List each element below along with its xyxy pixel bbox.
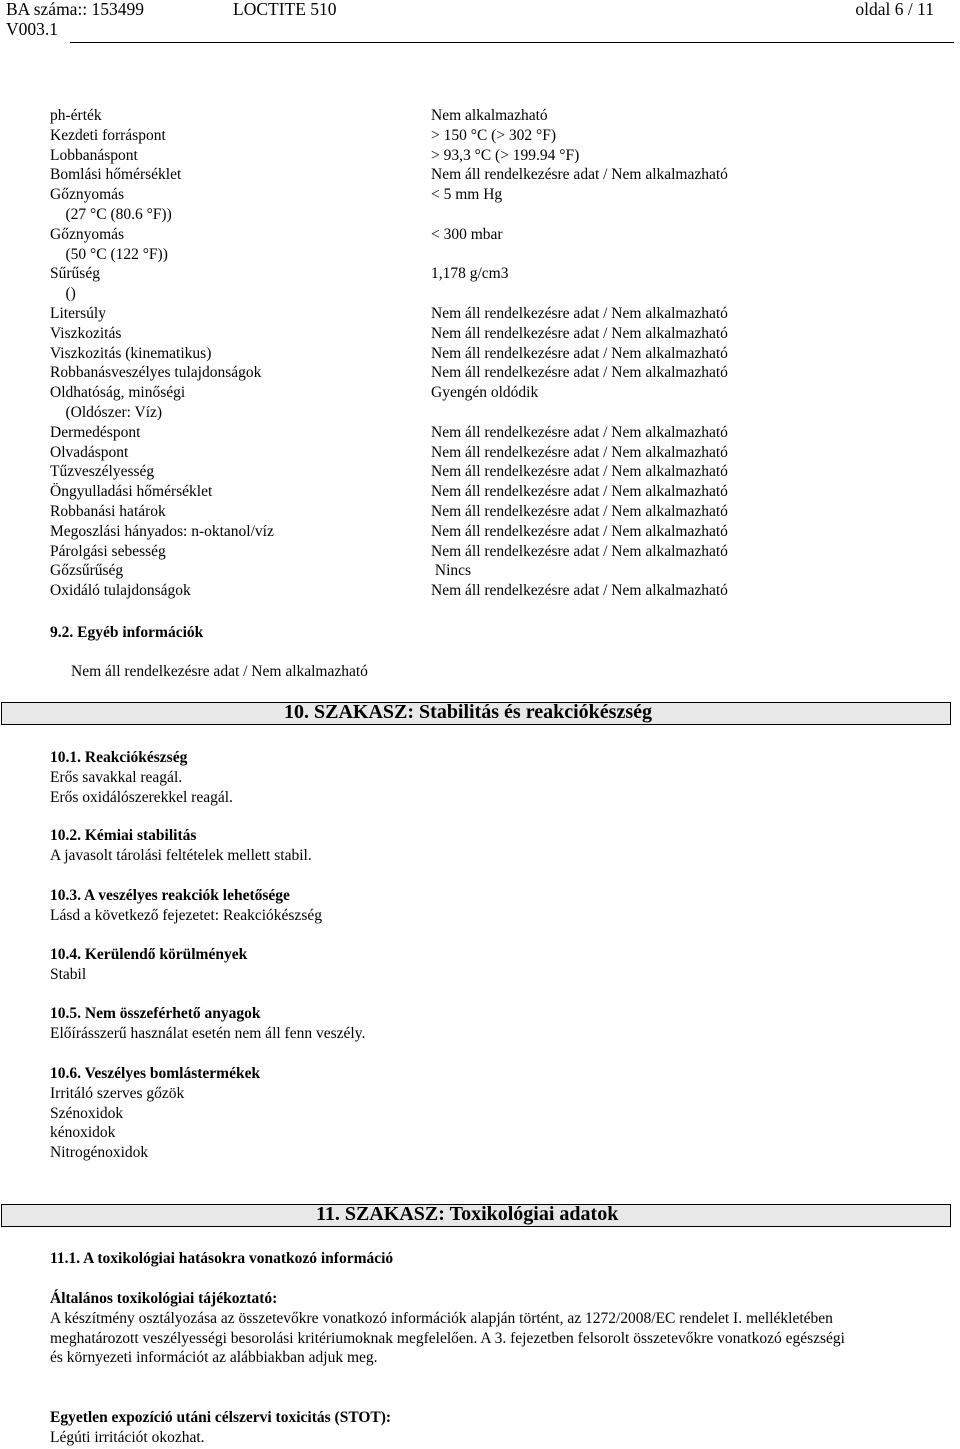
property-value: Nem áll rendelkezésre adat / Nem alkalmazható	[431, 542, 728, 560]
property-label: Sűrűség	[50, 265, 100, 283]
section-9-2-heading: 9.2. Egyéb információk	[50, 624, 204, 641]
property-label: ph-érték	[50, 107, 102, 124]
document-version: V003.1	[6, 19, 59, 39]
property-value: Nincs	[431, 562, 472, 580]
section-10-2	[50, 826, 312, 866]
property-value: Nem áll rendelkezésre adat / Nem alkalmazható	[431, 522, 728, 540]
property-row	[50, 264, 950, 284]
section-9-2-text: Nem áll rendelkezésre adat / Nem alkalmazható	[71, 663, 368, 680]
page-number: oldal 6 / 11	[855, 0, 934, 19]
section-11-1-heading: 11.1. A toxikológiai hatásokra vonatkozó információ	[50, 1250, 394, 1267]
general-tox-line: A készítmény osztályozása az összetevőkre vonatkozó információk alapján történt, az 1272/2008/EC rendelet I. mellékletében	[50, 1309, 833, 1327]
general-tox-line: és környezeti információt az alábbiakban adjuk meg.	[50, 1349, 378, 1367]
property-row	[50, 344, 950, 364]
property-row	[50, 185, 950, 205]
section-10-1	[50, 748, 233, 807]
section-10-bar	[1, 702, 951, 725]
property-row	[50, 106, 950, 126]
property-label: Robbanásveszélyes tulajdonságok	[50, 364, 262, 382]
property-label: Bomlási hőmérséklet	[50, 166, 182, 184]
property-value: Nem áll rendelkezésre adat / Nem alkalmazható	[431, 304, 728, 322]
section-10-4	[50, 945, 247, 985]
property-value: < 5 mm Hg	[431, 186, 503, 204]
property-row	[50, 542, 950, 562]
section-10-6-line: kénoxidok	[50, 1124, 116, 1142]
section-10-2-heading: 10.2. Kémiai stabilitás	[50, 827, 197, 844]
property-label: (50 °C (122 °F))	[50, 245, 168, 263]
section-10-3	[50, 886, 322, 926]
property-label: Gőznyomás	[50, 186, 125, 204]
property-label: Lobbanáspont	[50, 146, 138, 164]
product-name: LOCTITE 510	[233, 0, 337, 19]
property-value: Nem áll rendelkezésre adat / Nem alkalmazható	[431, 483, 728, 501]
section-10-2-line: A javasolt tárolási feltételek mellett stabil.	[50, 846, 312, 864]
property-label: Gőznyomás	[50, 225, 125, 243]
property-label: Párolgási sebesség	[50, 542, 166, 560]
section-10-title: 10. SZAKASZ: Stabilitás és reakciókészség	[284, 701, 652, 723]
property-value: Nem áll rendelkezésre adat / Nem alkalmazható	[431, 423, 728, 441]
section-10-6	[50, 1064, 260, 1163]
property-row	[50, 324, 950, 344]
property-value: > 150 °C (> 302 °F)	[431, 126, 557, 144]
section-10-3-heading: 10.3. A veszélyes reakciók lehetősége	[50, 887, 290, 904]
property-label: Öngyulladási hőmérséklet	[50, 483, 213, 501]
property-label: Olvadáspont	[50, 443, 129, 461]
general-tox-info	[50, 1289, 940, 1368]
property-row	[50, 363, 950, 383]
section-10-4-heading: 10.4. Kerülendő körülmények	[50, 946, 248, 963]
property-row	[50, 245, 950, 265]
property-value: Nem áll rendelkezésre adat / Nem alkalmazható	[431, 344, 728, 362]
property-row	[50, 581, 950, 601]
property-row	[50, 462, 950, 482]
property-label: Litersúly	[50, 304, 106, 322]
property-value: Gyengén oldódik	[431, 384, 539, 402]
section-10-5	[50, 1004, 365, 1044]
property-row	[50, 165, 950, 185]
section-11-bar	[1, 1204, 951, 1227]
section-10-6-line: Nitrogénoxidok	[50, 1144, 149, 1162]
property-label: Robbanási határok	[50, 502, 166, 520]
property-label: (Oldószer: Víz)	[50, 403, 163, 421]
property-label: Megoszlási hányados: n-oktanol/víz	[50, 522, 274, 540]
property-value: Nem áll rendelkezésre adat / Nem alkalmazható	[431, 582, 728, 600]
property-label: Viszkozitás	[50, 324, 122, 342]
property-value: < 300 mbar	[431, 225, 503, 243]
section-10-1-heading: 10.1. Reakciókészség	[50, 749, 188, 766]
property-label: (27 °C (80.6 °F))	[50, 205, 172, 223]
section-10-1-line: Erős oxidálószerekkel reagál.	[50, 788, 233, 806]
property-row	[50, 225, 950, 245]
property-row	[50, 146, 950, 166]
property-label: Kezdeti forráspont	[50, 126, 166, 144]
property-row	[50, 304, 950, 324]
property-row	[50, 443, 950, 463]
property-value: Nem áll rendelkezésre adat / Nem alkalmazható	[431, 324, 728, 342]
property-row	[50, 403, 950, 423]
general-tox-line: meghatározott veszélyességi besorolási kritériumoknak megfelelően. A 3. fejezetben felsorolt összetevőkre vonatkozó egészségi	[50, 1329, 845, 1347]
property-label: Oxidáló tulajdonságok	[50, 582, 191, 600]
property-value: Nem áll rendelkezésre adat / Nem alkalmazható	[431, 364, 728, 382]
property-value: Nem alkalmazható	[431, 107, 548, 124]
property-label: Viszkozitás (kinematikus)	[50, 344, 212, 362]
property-row	[50, 205, 950, 225]
section-10-3-line: Lásd a következő fejezetet: Reakciókészség	[50, 906, 322, 924]
section-10-6-line: Szénoxidok	[50, 1104, 124, 1122]
general-tox-heading: Általános toxikológiai tájékoztató:	[50, 1290, 278, 1307]
section-10-4-line: Stabil	[50, 965, 87, 983]
document-ba-number: BA száma:: 153499	[6, 0, 145, 19]
property-row	[50, 482, 950, 502]
properties-table	[50, 106, 950, 601]
property-row	[50, 423, 950, 443]
section-10-6-line: Irritáló szerves gőzök	[50, 1084, 185, 1102]
section-10-5-line: Előírásszerű használat esetén nem áll fenn veszély.	[50, 1024, 366, 1042]
stot-info	[50, 1408, 940, 1448]
property-value: Nem áll rendelkezésre adat / Nem alkalmazható	[431, 502, 728, 520]
property-value: Nem áll rendelkezésre adat / Nem alkalmazható	[431, 166, 728, 184]
property-value: Nem áll rendelkezésre adat / Nem alkalmazható	[431, 443, 728, 461]
property-label: Gőzsűrűség	[50, 562, 124, 580]
section-11-title: 11. SZAKASZ: Toxikológiai adatok	[316, 1203, 619, 1225]
property-label: Dermedéspont	[50, 423, 141, 441]
section-10-6-heading: 10.6. Veszélyes bomlástermékek	[50, 1065, 261, 1082]
property-row	[50, 502, 950, 522]
property-value: 1,178 g/cm3	[431, 265, 509, 283]
section-10-1-line: Erős savakkal reagál.	[50, 768, 183, 786]
header-divider	[70, 42, 954, 43]
property-value: > 93,3 °C (> 199.94 °F)	[431, 146, 580, 164]
property-label: Oldhatóság, minőségi	[50, 384, 186, 402]
property-label: ()	[50, 285, 76, 303]
stot-heading: Egyetlen expozíció utáni célszervi toxicitás (STOT):	[50, 1409, 392, 1426]
property-row	[50, 126, 950, 146]
property-row	[50, 383, 950, 403]
property-label: Tűzveszélyesség	[50, 463, 155, 481]
stot-text: Légúti irritációt okozhat.	[50, 1428, 205, 1446]
property-row	[50, 522, 950, 542]
property-row	[50, 284, 950, 304]
property-value: Nem áll rendelkezésre adat / Nem alkalmazható	[431, 463, 728, 481]
section-10-5-heading: 10.5. Nem összeférhető anyagok	[50, 1005, 261, 1022]
property-row	[50, 561, 950, 581]
